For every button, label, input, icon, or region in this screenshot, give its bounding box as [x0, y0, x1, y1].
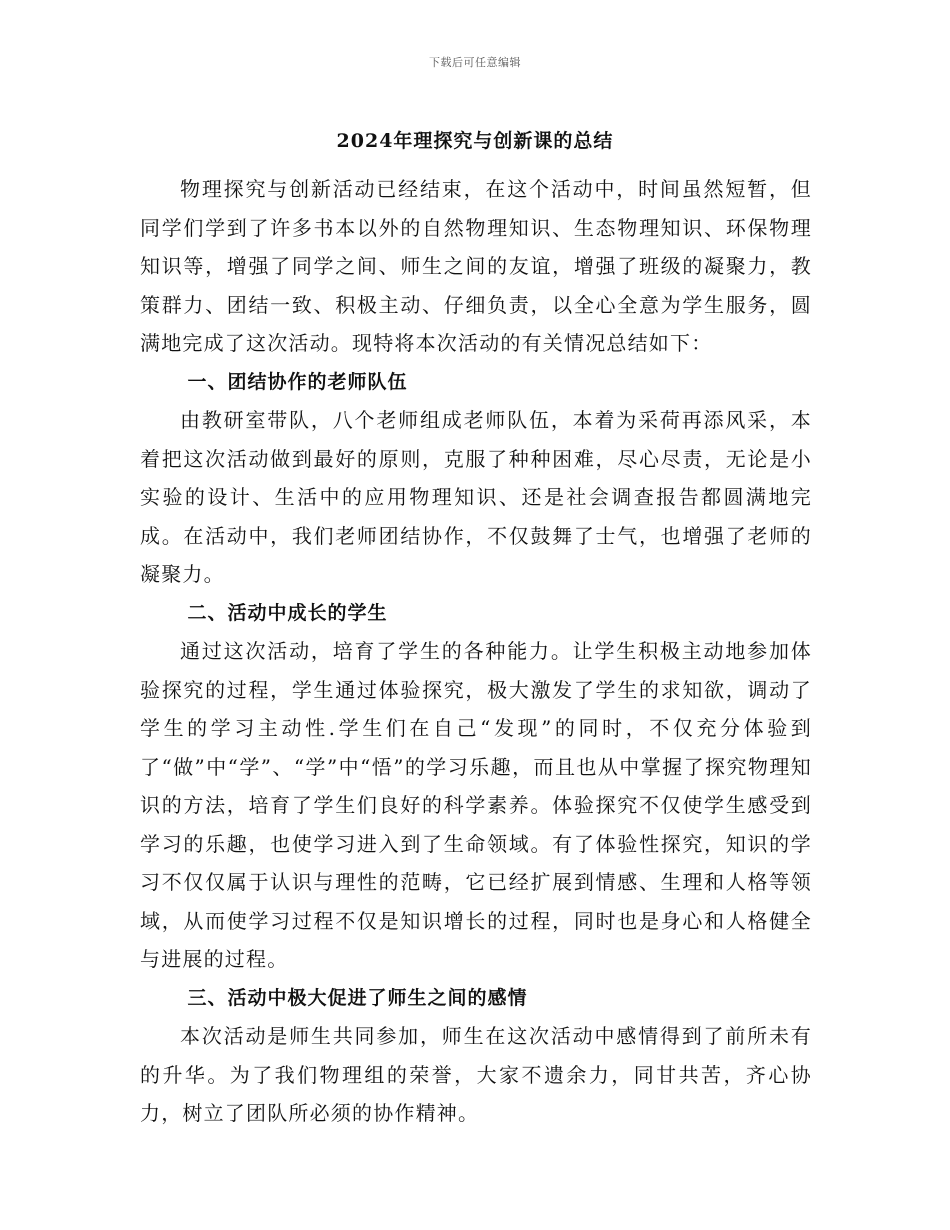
section-paragraph-1: 由教研室带队，八个老师组成老师队伍，本着为采荷再添风采，本着把这次活动做到最好的原则，克服了种种困难，尽心尽责，无论是小实验的设计、生活中的应用物理知识、还是社会调查报告都圆满地完成。在活动中，我们老师团结协作，不仅鼓舞了士气，也增强了老师的凝聚力。 [140, 408, 812, 586]
section-heading-3: 三、活动中极大促进了师生之间的感情 [187, 986, 528, 1009]
section-paragraph-2: 通过这次活动，培育了学生的各种能力。让学生积极主动地参加体验探究的过程，学生通过体验探究，极大激发了学生的求知欲，调动了学生的学习主动性.学生们在自己“发现”的同时，不仅充分体验到了“做”中“学”、“学”中“悟”的学习乐趣，而且也从中掌握了探究物理知识的方法，培育了学生们良好的科学素养。体验探究不仅使学生感受到学习的乐趣，也使学习进入到了生命领域。有了体验性探究，知识的学习不仅仅属于认识与理性的范畴，它已经扩展到情感、生理和人格等领域，从而使学习过程不仅是知识增长的过程，同时也是身心和人格健全与进展的过程。 [140, 639, 812, 971]
header-note: 下载后可任意编辑 [429, 56, 521, 69]
section-heading-2: 二、活动中成长的学生 [187, 601, 388, 624]
section-paragraph-3: 本次活动是师生共同参加，师生在这次活动中感情得到了前所未有的升华。为了我们物理组的荣誉，大家不遗余力，同甘共苦，齐心协力，树立了团队所必须的协作精神。 [140, 1024, 812, 1125]
section-heading-1: 一、团结协作的老师队伍 [187, 370, 408, 393]
intro-paragraph: 物理探究与创新活动已经结束，在这个活动中，时间虽然短暂，但同学们学到了许多书本以外的自然物理知识、生态物理知识、环保物理知识等，增强了同学之间、师生之间的友谊，增强了班级的凝聚力，教策群力、团结一致、积极主动、仔细负责，以全心全意为学生服务，圆满地完成了这次活动。现特将本次活动的有关情况总结如下： [140, 177, 812, 355]
document-title: 2024年理探究与创新课的总结 [336, 130, 614, 152]
document-body [140, 170, 812, 1133]
